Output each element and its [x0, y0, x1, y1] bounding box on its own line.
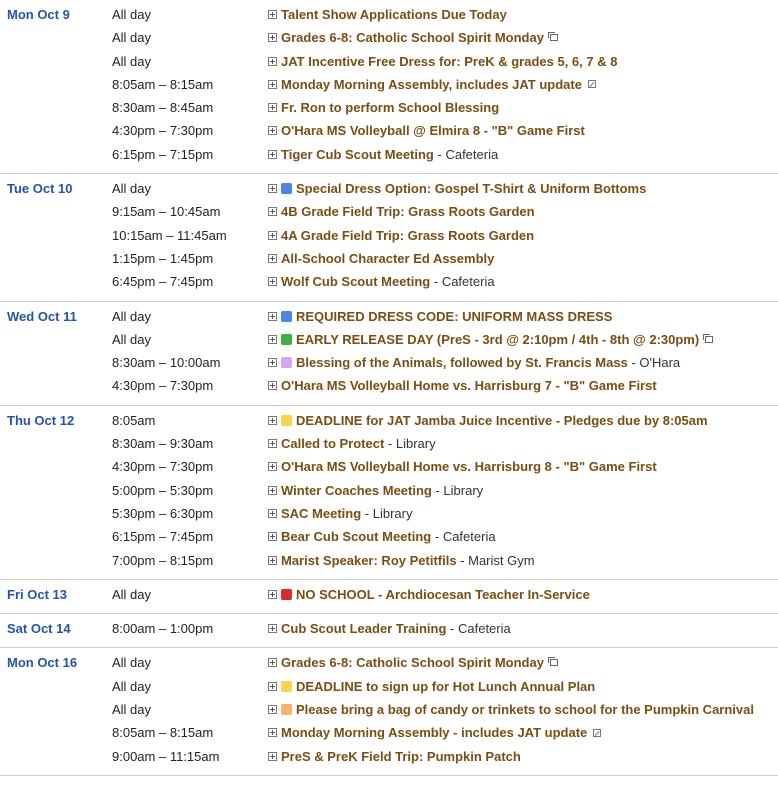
- event-title-link[interactable]: Talent Show Applications Due Today: [281, 7, 507, 22]
- event-title-link[interactable]: Grades 6-8: Catholic School Spirit Monday: [281, 655, 544, 671]
- day-group: [0, 614, 778, 648]
- event-entry[interactable]: [268, 30, 558, 45]
- expand-icon[interactable]: [268, 277, 277, 286]
- category-color-icon: [281, 415, 292, 426]
- event-entry[interactable]: [268, 529, 496, 544]
- event-time: 5:00pm – 5:30pm: [112, 482, 214, 498]
- location-separator: -: [433, 146, 446, 162]
- event-entry[interactable]: [268, 378, 657, 393]
- event-title-link[interactable]: PreS & PreK Field Trip: Pumpkin Patch: [281, 748, 521, 764]
- event-row: [0, 676, 778, 699]
- event-title-link[interactable]: Winter Coaches Meeting: [281, 482, 432, 498]
- event-time: All day: [112, 702, 152, 718]
- expand-icon[interactable]: [268, 312, 277, 321]
- event-location: Cafeteria: [445, 146, 499, 162]
- event-entry[interactable]: [268, 309, 612, 324]
- category-color-icon: [281, 334, 292, 345]
- event-row: [0, 352, 778, 375]
- event-time: 5:30pm – 6:30pm: [112, 505, 214, 521]
- event-title-link[interactable]: Called to Protect: [281, 436, 385, 452]
- event-row: [0, 27, 778, 50]
- copy-icon: [550, 659, 558, 666]
- event-entry[interactable]: [268, 251, 494, 266]
- event-entry[interactable]: [268, 204, 535, 219]
- event-time: 1:15pm – 1:45pm: [112, 250, 214, 266]
- day-group: [0, 0, 778, 174]
- event-row: [0, 306, 778, 329]
- location-separator: -: [446, 621, 458, 637]
- event-location: O'Hara: [639, 355, 681, 371]
- event-time: All day: [112, 30, 152, 46]
- event-title-link[interactable]: O'Hara MS Volleyball @ Elmira 8 - "B" Game First: [281, 123, 585, 139]
- event-row: [0, 503, 778, 526]
- event-entry[interactable]: [268, 587, 590, 602]
- event-title-link[interactable]: 4B Grade Field Trip: Grass Roots Garden: [281, 204, 535, 220]
- copy-icon: [550, 34, 558, 41]
- day-group: [0, 648, 778, 775]
- event-time: All day: [112, 655, 152, 671]
- expand-icon[interactable]: [268, 590, 277, 599]
- event-time: 9:15am – 10:45am: [112, 204, 221, 220]
- event-row: [0, 97, 778, 120]
- event-time: 6:15pm – 7:45pm: [112, 529, 214, 545]
- location-separator: -: [431, 482, 444, 498]
- event-row: [0, 433, 778, 456]
- event-time: 8:05am – 8:15am: [112, 725, 214, 741]
- event-entry[interactable]: [268, 123, 585, 138]
- expand-icon[interactable]: [268, 231, 277, 240]
- event-row: [0, 4, 778, 27]
- event-location: Cafeteria: [441, 274, 495, 290]
- expand-icon[interactable]: [268, 509, 277, 518]
- expand-icon[interactable]: [268, 150, 277, 159]
- event-entry[interactable]: [268, 749, 521, 764]
- event-time: All day: [112, 308, 152, 324]
- event-time: 8:30am – 8:45am: [112, 100, 214, 116]
- event-row: [0, 375, 778, 398]
- category-color-icon: [281, 357, 292, 368]
- note-icon: [593, 729, 601, 737]
- event-entry[interactable]: [268, 679, 595, 694]
- event-title-link[interactable]: Fr. Ron to perform School Blessing: [281, 100, 500, 116]
- event-title-link[interactable]: Please bring a bag of candy or trinkets to school for the Pumpkin Carnival: [296, 702, 754, 718]
- event-row: [0, 201, 778, 224]
- category-color-icon: [281, 681, 292, 692]
- event-title-link[interactable]: Monday Morning Assembly, includes JAT update: [281, 76, 582, 92]
- day-group: [0, 174, 778, 301]
- event-location: Cafeteria: [442, 529, 496, 545]
- category-color-icon: [281, 183, 292, 194]
- location-separator: -: [456, 552, 469, 568]
- expand-icon[interactable]: [268, 624, 277, 633]
- event-row: [0, 456, 778, 479]
- event-title-link[interactable]: NO SCHOOL - Archdiocesan Teacher In-Service: [296, 586, 590, 602]
- event-row: [0, 526, 778, 549]
- event-title-link[interactable]: Special Dress Option: Gospel T-Shirt & Uniform Bottoms: [296, 181, 647, 197]
- event-row: [0, 618, 778, 641]
- day-date: Tue Oct 10: [7, 181, 73, 197]
- event-time: 8:05am – 8:15am: [112, 76, 214, 92]
- event-title-link[interactable]: Cub Scout Leader Training: [281, 621, 447, 637]
- event-row: [0, 51, 778, 74]
- event-time: 10:15am – 11:45am: [112, 227, 227, 243]
- expand-icon[interactable]: [268, 57, 277, 66]
- event-time: 8:30am – 10:00am: [112, 355, 221, 371]
- expand-icon[interactable]: [268, 33, 277, 42]
- event-row: [0, 74, 778, 97]
- event-row: [0, 248, 778, 271]
- event-row: [0, 699, 778, 722]
- event-entry[interactable]: [268, 54, 617, 69]
- event-location: Cafeteria: [457, 621, 511, 637]
- event-row: [0, 178, 778, 201]
- expand-icon[interactable]: [268, 486, 277, 495]
- expand-icon[interactable]: [268, 658, 277, 667]
- event-location: Library: [372, 505, 413, 521]
- event-entry[interactable]: [268, 355, 680, 370]
- event-entry[interactable]: [268, 459, 657, 474]
- event-row: [0, 225, 778, 248]
- expand-icon[interactable]: [268, 752, 277, 761]
- event-entry[interactable]: [268, 413, 708, 428]
- event-row: [0, 271, 778, 294]
- event-location: Library: [443, 482, 484, 498]
- expand-icon[interactable]: [268, 556, 277, 565]
- expand-icon[interactable]: [268, 254, 277, 263]
- location-separator: -: [384, 436, 396, 452]
- event-title-link[interactable]: Wolf Cub Scout Meeting: [281, 274, 431, 290]
- day-group: [0, 302, 778, 406]
- expand-icon[interactable]: [268, 126, 277, 135]
- event-time: All day: [112, 331, 152, 347]
- event-entry[interactable]: [268, 332, 713, 347]
- event-title-link[interactable]: All-School Character Ed Assembly: [281, 250, 495, 266]
- event-row: [0, 480, 778, 503]
- expand-icon[interactable]: [268, 682, 277, 691]
- category-color-icon: [281, 589, 292, 600]
- expand-icon[interactable]: [268, 416, 277, 425]
- event-entry[interactable]: [268, 483, 483, 498]
- event-time: All day: [112, 53, 152, 69]
- day-group: [0, 406, 778, 580]
- event-time: All day: [112, 181, 152, 197]
- expand-icon[interactable]: [268, 532, 277, 541]
- event-title-link[interactable]: REQUIRED DRESS CODE: UNIFORM MASS DRESS: [296, 308, 613, 324]
- event-title-link[interactable]: Bear Cub Scout Meeting: [281, 529, 432, 545]
- event-title-link[interactable]: Tiger Cub Scout Meeting: [281, 146, 434, 162]
- expand-icon[interactable]: [268, 80, 277, 89]
- event-entry[interactable]: [268, 228, 534, 243]
- day-date: Fri Oct 13: [7, 586, 67, 602]
- note-icon: [588, 80, 596, 88]
- event-time: 6:45pm – 7:45pm: [112, 274, 214, 290]
- event-row: [0, 120, 778, 143]
- event-row: [0, 410, 778, 433]
- event-time: 7:00pm – 8:15pm: [112, 552, 214, 568]
- event-row: [0, 144, 778, 167]
- expand-icon[interactable]: [268, 207, 277, 216]
- expand-icon[interactable]: [268, 462, 277, 471]
- event-entry[interactable]: [268, 506, 412, 521]
- event-entry[interactable]: [268, 621, 511, 636]
- event-entry[interactable]: [268, 274, 495, 289]
- location-separator: -: [430, 274, 442, 290]
- event-entry[interactable]: [268, 7, 507, 22]
- event-entry[interactable]: [268, 725, 601, 740]
- event-row: [0, 550, 778, 573]
- expand-icon[interactable]: [268, 103, 277, 112]
- event-title-link[interactable]: JAT Incentive Free Dress for: PreK & grades 5, 6, 7 & 8: [281, 53, 618, 69]
- event-time: 8:05am: [112, 412, 156, 428]
- event-time: All day: [112, 678, 152, 694]
- day-date: Sat Oct 14: [7, 621, 71, 637]
- location-separator: -: [361, 505, 373, 521]
- expand-icon[interactable]: [268, 335, 277, 344]
- event-time: 4:30pm – 7:30pm: [112, 378, 214, 394]
- event-time: 8:00am – 1:00pm: [112, 621, 214, 637]
- event-title-link[interactable]: Blessing of the Animals, followed by St. Francis Mass: [296, 355, 628, 371]
- event-time: 6:15pm – 7:15pm: [112, 146, 214, 162]
- event-title-link[interactable]: 4A Grade Field Trip: Grass Roots Garden: [281, 227, 535, 243]
- event-title-link[interactable]: Marist Speaker: Roy Petitfils: [281, 552, 457, 568]
- event-row: [0, 584, 778, 607]
- event-title-link[interactable]: EARLY RELEASE DAY (PreS - 3rd @ 2:10pm / 4th - 8th @ 2:30pm): [296, 331, 700, 347]
- event-entry[interactable]: [268, 77, 596, 92]
- event-row: [0, 652, 778, 675]
- event-time: All day: [112, 586, 152, 602]
- event-title-link[interactable]: DEADLINE to sign up for Hot Lunch Annual Plan: [296, 678, 596, 694]
- day-date: Wed Oct 11: [7, 308, 77, 324]
- event-time: All day: [112, 7, 152, 22]
- event-time: 4:30pm – 7:30pm: [112, 123, 214, 139]
- event-title-link[interactable]: O'Hara MS Volleyball Home vs. Harrisburg 8 - "B" Game First: [281, 459, 657, 475]
- location-separator: -: [431, 529, 443, 545]
- event-entry[interactable]: [268, 100, 499, 115]
- expand-icon[interactable]: [268, 184, 277, 193]
- expand-icon[interactable]: [268, 705, 277, 714]
- event-entry[interactable]: [268, 553, 535, 568]
- event-title-link[interactable]: Grades 6-8: Catholic School Spirit Monday: [281, 30, 544, 46]
- expand-icon[interactable]: [268, 381, 277, 390]
- event-location: Marist Gym: [468, 552, 535, 568]
- expand-icon[interactable]: [268, 10, 277, 19]
- event-title-link[interactable]: SAC Meeting: [281, 505, 362, 521]
- event-entry[interactable]: [268, 436, 436, 451]
- event-title-link[interactable]: O'Hara MS Volleyball Home vs. Harrisburg 7 - "B" Game First: [281, 378, 657, 394]
- event-time: 9:00am – 11:15am: [112, 748, 220, 764]
- event-time: 4:30pm – 7:30pm: [112, 459, 214, 475]
- event-entry[interactable]: [268, 181, 646, 196]
- expand-icon[interactable]: [268, 358, 277, 367]
- event-title-link[interactable]: Monday Morning Assembly - includes JAT update: [281, 725, 588, 741]
- event-location: Library: [395, 436, 436, 452]
- event-row: [0, 722, 778, 745]
- event-entry[interactable]: [268, 655, 558, 670]
- location-separator: -: [627, 355, 640, 371]
- day-date: Mon Oct 9: [7, 7, 70, 22]
- event-row: [0, 329, 778, 352]
- day-date: Mon Oct 16: [7, 655, 78, 671]
- category-color-icon: [281, 704, 292, 715]
- category-color-icon: [281, 311, 292, 322]
- expand-icon[interactable]: [268, 439, 277, 448]
- day-date: Thu Oct 12: [7, 412, 75, 428]
- day-group: [0, 580, 778, 614]
- event-time: 8:30am – 9:30am: [112, 436, 214, 452]
- event-row: [0, 746, 778, 769]
- copy-icon: [705, 336, 713, 343]
- event-entry[interactable]: [268, 147, 498, 162]
- event-entry[interactable]: [268, 702, 754, 717]
- expand-icon[interactable]: [268, 728, 277, 737]
- event-title-link[interactable]: DEADLINE for JAT Jamba Juice Incentive - Pledges due by 8:05am: [296, 412, 708, 428]
